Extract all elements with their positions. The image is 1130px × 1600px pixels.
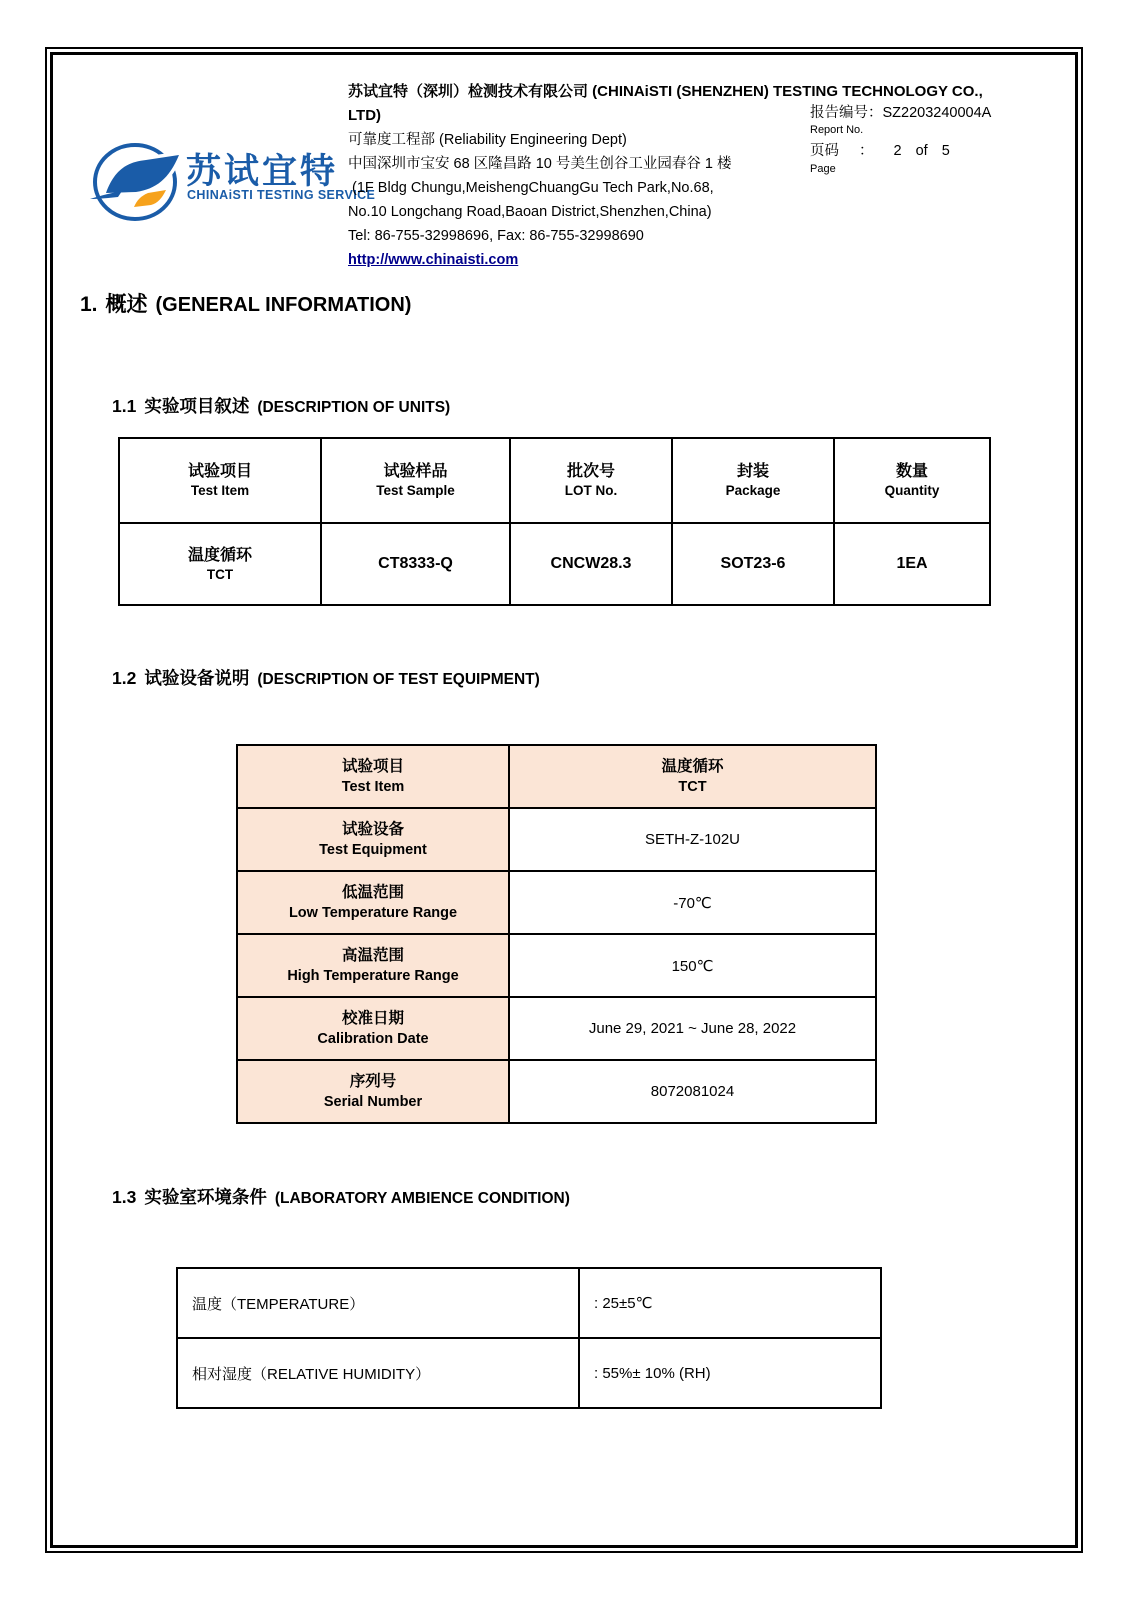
section-1-2-number: 1.2 <box>112 668 137 688</box>
section-1-2-title-en: (DESCRIPTION OF TEST EQUIPMENT) <box>257 671 540 688</box>
equipment-row-calibration <box>237 997 876 1060</box>
page-label-cn: 页码 <box>810 143 839 159</box>
units-table-data-row <box>119 523 990 605</box>
report-meta <box>810 104 1030 176</box>
equipment-value-high-temp: 150℃ <box>509 934 876 997</box>
units-header-lot-no: 批次号 LOT No. <box>510 438 672 523</box>
logo-text-cn: 苏试宜特 <box>186 152 339 191</box>
units-cell-test-sample: CT8333-Q <box>321 523 510 605</box>
equipment-value-test-item: 温度循环 TCT <box>509 745 876 808</box>
units-header-test-item: 试验项目 Test Item <box>119 438 321 523</box>
equipment-label-serial: 序列号 Serial Number <box>237 1060 509 1123</box>
equipment-table <box>236 744 877 1124</box>
units-cell-quantity: 1EA <box>834 523 990 605</box>
section-1-number: 1. <box>80 293 98 316</box>
report-no-label-cn: 报告编号： <box>810 105 883 121</box>
units-table <box>118 437 991 606</box>
section-1-1-title <box>112 393 450 418</box>
units-header-test-sample: 试验样品 Test Sample <box>321 438 510 523</box>
section-1-3-title-cn: 实验室环境条件 <box>144 1187 267 1207</box>
tel-fax-line: Tel: 86-755-32998696, Fax: 86-755-32998690 <box>348 228 644 244</box>
equipment-row-equipment <box>237 808 876 871</box>
website-link[interactable]: http://www.chinaisti.com <box>348 252 519 268</box>
report-no-value: SZ2203240004A <box>882 105 992 121</box>
equipment-label-equipment: 试验设备 Test Equipment <box>237 808 509 871</box>
section-1-1-number: 1.1 <box>112 396 137 416</box>
address-en-line2: No.10 Longchang Road,Baoan District,Shenzhen,China) <box>348 204 712 220</box>
section-1-3-title <box>112 1184 570 1209</box>
company-logo <box>88 136 376 228</box>
section-1-2-title-cn: 试验设备说明 <box>144 668 250 688</box>
ambience-table <box>176 1267 882 1409</box>
section-1-title-cn: 概述 <box>105 293 148 316</box>
equipment-row-low-temp <box>237 871 876 934</box>
company-name-line1: 苏试宜特（深圳）检测技术有限公司 (CHINAiSTI (SHENZHEN) TESTING TECHNOLOGY CO., <box>348 83 983 100</box>
page-colon: ： <box>859 143 874 159</box>
equipment-row-high-temp <box>237 934 876 997</box>
section-1-2-title <box>112 665 540 690</box>
logo-text-en: CHINAiSTI TESTING SERVICE <box>187 188 376 202</box>
units-cell-package: SOT23-6 <box>672 523 834 605</box>
equipment-value-equipment: SETH-Z-102U <box>509 808 876 871</box>
equipment-value-low-temp: -70℃ <box>509 871 876 934</box>
equipment-value-calibration: June 29, 2021 ~ June 28, 2022 <box>509 997 876 1060</box>
section-1-3-number: 1.3 <box>112 1187 137 1207</box>
units-header-quantity: 数量 Quantity <box>834 438 990 523</box>
page-value: 2 of 5 <box>893 143 950 159</box>
report-no-label-en: Report No. <box>810 124 864 136</box>
section-1-title <box>80 288 411 318</box>
ambience-value-temperature: : 25±5℃ <box>579 1268 881 1338</box>
section-1-1-title-cn: 实验项目叙述 <box>144 396 250 416</box>
units-header-package: 封装 Package <box>672 438 834 523</box>
units-cell-test-item: 温度循环 TCT <box>119 523 321 605</box>
address-cn-line: 中国深圳市宝安 68 区隆昌路 10 号美生创谷工业园春谷 1 楼 <box>348 156 732 172</box>
equipment-label-high-temp: 高温范围 High Temperature Range <box>237 934 509 997</box>
ambience-row-humidity <box>177 1338 881 1408</box>
equipment-value-serial: 8072081024 <box>509 1060 876 1123</box>
units-cell-lot-no: CNCW28.3 <box>510 523 672 605</box>
equipment-label-calibration: 校准日期 Calibration Date <box>237 997 509 1060</box>
equipment-row-test-item <box>237 745 876 808</box>
units-table-header-row <box>119 438 990 523</box>
ambience-value-humidity: : 55%± 10% (RH) <box>579 1338 881 1408</box>
page-label-en: Page <box>810 163 836 175</box>
section-1-1-title-en: (DESCRIPTION OF UNITS) <box>257 399 451 416</box>
department-line: 可靠度工程部 (Reliability Engineering Dept) <box>348 132 627 148</box>
ambience-label-humidity: 相对湿度（RELATIVE HUMIDITY） <box>177 1338 579 1408</box>
equipment-label-test-item: 试验项目 Test Item <box>237 745 509 808</box>
section-1-title-en: (GENERAL INFORMATION) <box>155 294 412 316</box>
section-1-3-title-en: (LABORATORY AMBIENCE CONDITION) <box>274 1190 570 1207</box>
equipment-row-serial <box>237 1060 876 1123</box>
equipment-label-low-temp: 低温范围 Low Temperature Range <box>237 871 509 934</box>
ambience-label-temperature: 温度（TEMPERATURE） <box>177 1268 579 1338</box>
logo-mark-icon <box>88 136 183 226</box>
address-en-line1: (1F Bldg Chungu,MeishengChuangGu Tech Park,No.68, <box>348 180 714 196</box>
company-name-line2: LTD) <box>348 107 382 124</box>
ambience-row-temperature <box>177 1268 881 1338</box>
